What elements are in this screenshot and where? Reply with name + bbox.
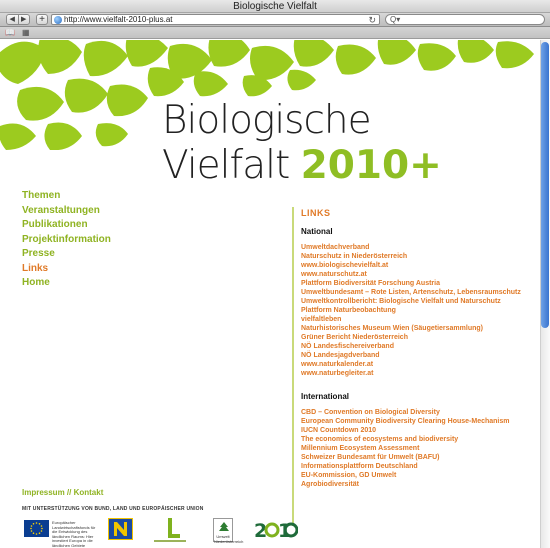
eu-flag-logo[interactable]: [24, 520, 49, 537]
web-page: [0, 40, 540, 548]
nav-item-projektinformation[interactable]: Projektinformation: [22, 233, 111, 245]
back-arrow-icon[interactable]: ◀: [7, 15, 19, 24]
scrollbar-thumb[interactable]: [541, 42, 549, 328]
site-title-year: 2010+: [300, 143, 442, 188]
site-title-line2: [162, 143, 442, 188]
nav-item-presse[interactable]: Presse: [22, 248, 55, 259]
national-heading: National: [301, 227, 333, 236]
national-link[interactable]: NÖ Landesfischereiverband: [301, 343, 394, 350]
browser-toolbar: [0, 13, 550, 27]
lebensministerium-logo[interactable]: [152, 516, 188, 544]
national-link[interactable]: NÖ Landesjagdverband: [301, 352, 380, 359]
nav-item-themen[interactable]: Themen: [22, 190, 61, 201]
national-link[interactable]: Plattform Biodiversität Forschung Austria: [301, 280, 440, 287]
section-title: LINKS: [301, 208, 331, 218]
national-link[interactable]: vielfaltleben: [301, 316, 342, 323]
countdown-2010-logo[interactable]: [253, 517, 298, 543]
nav-item-veranstaltungen[interactable]: Veranstaltungen: [22, 204, 100, 216]
international-link[interactable]: EU-Kommission, GD Umwelt: [301, 472, 397, 479]
national-link[interactable]: Plattform Naturbeobachtung: [301, 307, 396, 314]
umwelt-logo-text: Umwelt Niederösterreich: [214, 534, 244, 544]
support-text: MIT UNTERSTÜTZUNG VON BUND, LAND UND EUROPÄISCHER UNION: [22, 506, 204, 512]
international-link[interactable]: Agrobiodiversität: [301, 481, 359, 488]
nav-item-home[interactable]: Home: [22, 277, 50, 288]
main-nav: [22, 189, 111, 291]
nav-buttons: [6, 14, 30, 25]
book-icon[interactable]: 📖: [5, 28, 15, 37]
reload-icon[interactable]: ↻: [368, 15, 376, 25]
international-link[interactable]: Millennium Ecosystem Assessment: [301, 445, 420, 452]
international-heading: International: [301, 392, 350, 401]
footer-separator: //: [64, 488, 74, 497]
international-links-list: [301, 408, 537, 489]
window-title: Biologische Vielfalt: [0, 0, 550, 13]
grid-icon[interactable]: ▦: [22, 28, 30, 37]
national-link[interactable]: Umweltbundesamt – Rote Listen, Artenschutz, Lebensraumschutz: [301, 289, 521, 296]
links-content: [301, 208, 537, 489]
bookmarks-bar: [0, 27, 550, 39]
noe-logo[interactable]: [108, 518, 133, 540]
site-title-line1: Biologische: [162, 98, 371, 143]
international-link[interactable]: The economics of ecosystems and biodiversity: [301, 436, 459, 443]
impressum-link[interactable]: Impressum: [22, 488, 65, 497]
national-link[interactable]: Umweltdachverband: [301, 244, 370, 251]
svg-text:2: 2: [254, 520, 268, 542]
site-title-word: Vielfalt: [162, 143, 301, 188]
umwelt-noe-logo[interactable]: [213, 518, 244, 544]
url-text: http://www.vielfalt-2010-plus.at: [64, 15, 173, 24]
search-input[interactable]: Q▾: [385, 14, 545, 25]
international-link[interactable]: CBD – Convention on Biological Diversity: [301, 409, 440, 416]
national-link[interactable]: www.naturschutz.at: [301, 271, 367, 278]
national-link[interactable]: www.naturbegleiter.at: [301, 370, 374, 377]
national-link[interactable]: Umweltkontrollbericht: Biologische Vielfalt und Naturschutz: [301, 298, 501, 305]
international-link[interactable]: Schweizer Bundesamt für Umwelt (BAFU): [301, 454, 440, 461]
international-link[interactable]: European Community Biodiversity Clearing House-Mechanism: [301, 418, 510, 425]
international-link[interactable]: IUCN Countdown 2010: [301, 427, 377, 434]
national-link[interactable]: Naturhistorisches Museum Wien (Säugetiersammlung): [301, 325, 483, 332]
svg-text:1: 1: [278, 520, 292, 542]
eu-fund-text: Europäischer Landwirtschaftsfonds für die Entwicklung des ländlichen Raums: Hier investiert Europa in die ländlichen Gebiete: [52, 520, 96, 548]
content-divider: [292, 207, 294, 526]
globe-icon: [54, 16, 62, 24]
national-link[interactable]: Naturschutz in Niederösterreich: [301, 253, 408, 260]
add-bookmark-button[interactable]: +: [36, 14, 48, 25]
national-link[interactable]: Grüner Bericht Niederösterreich: [301, 334, 408, 341]
kontakt-link[interactable]: Kontakt: [73, 488, 104, 497]
nav-item-links[interactable]: Links: [22, 262, 49, 274]
url-field[interactable]: [51, 14, 380, 25]
international-link[interactable]: Informationsplattform Deutschland: [301, 463, 418, 470]
forward-arrow-icon[interactable]: ▶: [21, 16, 27, 23]
national-links-list: [301, 243, 537, 378]
national-link[interactable]: www.biologischevielfalt.at: [301, 262, 389, 269]
footer-links: [22, 488, 103, 497]
nav-item-publikationen[interactable]: Publikationen: [22, 219, 88, 230]
national-link[interactable]: www.naturkalender.at: [301, 361, 374, 368]
